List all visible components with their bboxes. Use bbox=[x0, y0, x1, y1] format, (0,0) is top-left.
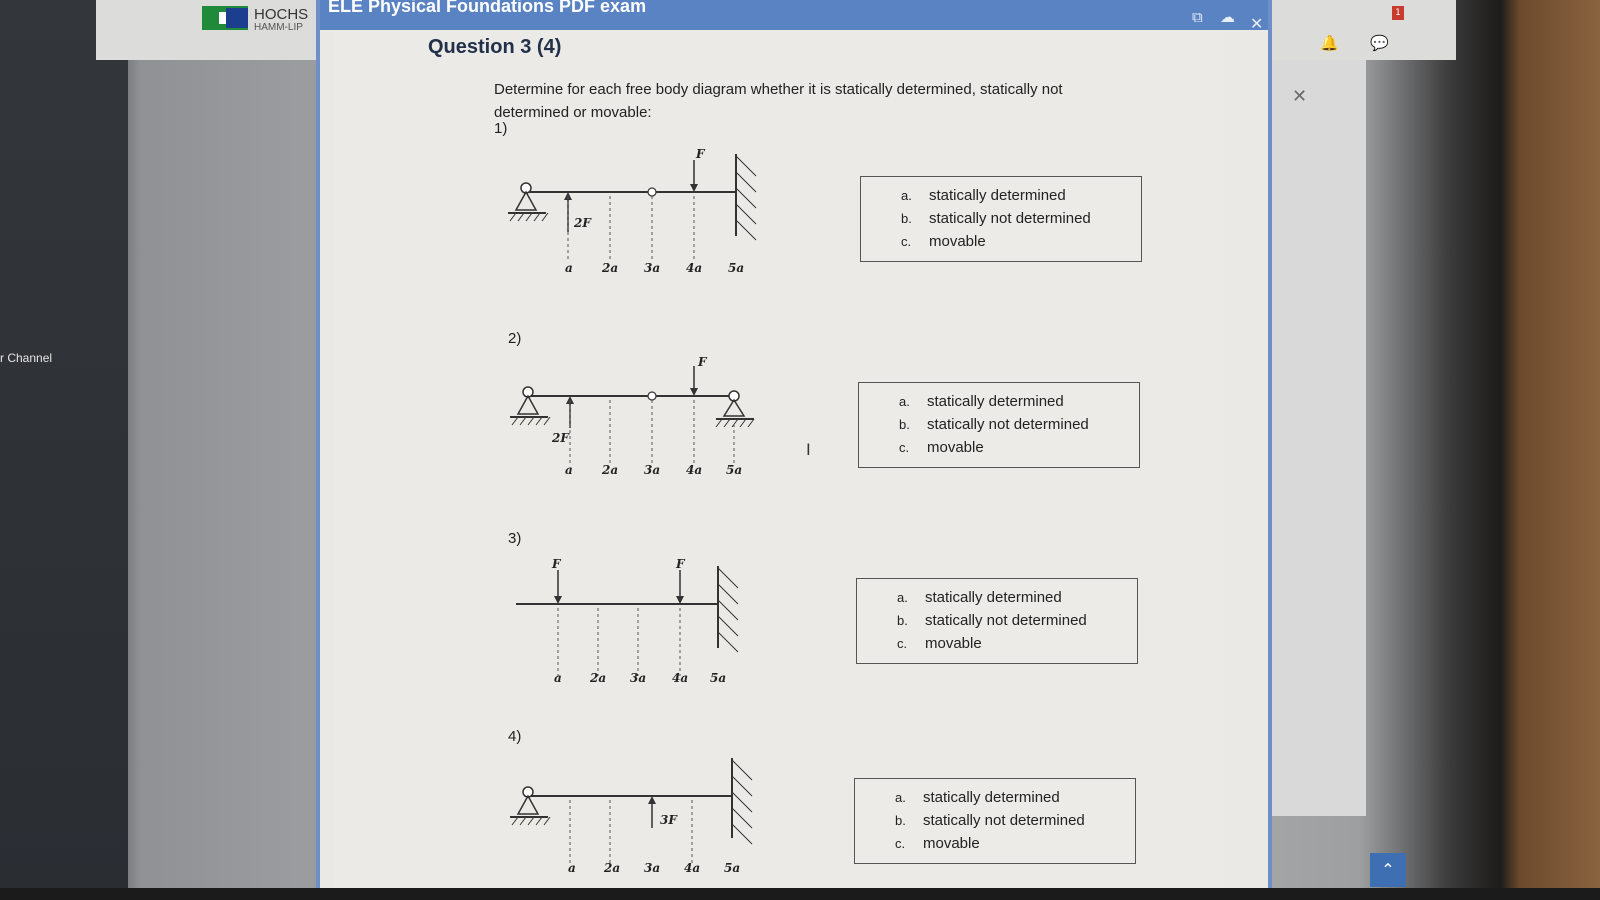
option-b[interactable]: b. statically not determined bbox=[895, 812, 1085, 829]
text-cursor-icon: I bbox=[806, 440, 811, 459]
part-number: 3) bbox=[508, 530, 522, 547]
tick-label: 5a bbox=[726, 463, 743, 477]
left-sidebar bbox=[0, 0, 128, 900]
tick-label: 3a bbox=[644, 861, 661, 875]
modal-header bbox=[320, 0, 1268, 33]
answer-options-1 bbox=[860, 176, 1142, 262]
beam-diagram-3 bbox=[504, 558, 764, 698]
tick-label: 3a bbox=[644, 261, 661, 275]
scroll-to-top-button[interactable]: ⌃ bbox=[1370, 853, 1406, 887]
option-c[interactable]: c. movable bbox=[895, 835, 980, 852]
free-body-diagram-4 bbox=[504, 754, 764, 898]
question-text: Determine for each free body diagram whether it is statically determined, statically not determined or movable: bbox=[494, 81, 1063, 121]
force-label: F bbox=[698, 355, 707, 369]
question-title: Question 3 (4) bbox=[428, 36, 562, 58]
tick-label: 3a bbox=[630, 671, 647, 685]
modal-title: ELE Physical Foundations PDF exam bbox=[328, 0, 647, 16]
tick-label: 5a bbox=[710, 671, 727, 685]
tick-label: 5a bbox=[728, 261, 745, 275]
logo-text: HOCHS bbox=[254, 6, 309, 23]
force-label: F bbox=[696, 147, 705, 161]
pdf-page bbox=[334, 30, 1224, 888]
option-b[interactable]: b. statically not determined bbox=[897, 612, 1087, 629]
free-body-diagram-3 bbox=[504, 558, 764, 702]
force-label: F bbox=[552, 557, 561, 571]
tick-label: 5a bbox=[724, 861, 741, 875]
force-label: 2F bbox=[552, 431, 569, 445]
option-c[interactable]: c. movable bbox=[897, 635, 982, 652]
force-label: 3F bbox=[660, 813, 677, 827]
force-label: 2F bbox=[574, 216, 591, 230]
tick-label: a bbox=[565, 463, 573, 477]
tick-label: a bbox=[568, 861, 576, 875]
answer-options-3 bbox=[856, 578, 1138, 664]
free-body-diagram-1 bbox=[504, 142, 764, 286]
bell-icon[interactable]: 🔔 bbox=[1320, 34, 1339, 52]
notification-badge: 1 bbox=[1392, 6, 1404, 20]
tick-label: 4a bbox=[684, 861, 701, 875]
university-logo[interactable] bbox=[202, 4, 312, 34]
option-b[interactable]: b. statically not determined bbox=[899, 416, 1089, 433]
option-a[interactable]: a. statically determined bbox=[897, 589, 1062, 606]
option-a[interactable]: a. statically determined bbox=[899, 393, 1064, 410]
free-body-diagram-2 bbox=[504, 354, 764, 498]
beam-diagram-1 bbox=[504, 142, 764, 282]
channel-label[interactable]: r Channel bbox=[0, 351, 53, 365]
answer-options-4 bbox=[854, 778, 1136, 864]
tick-label: 2a bbox=[604, 861, 621, 875]
cloud-download-icon[interactable]: ☁ bbox=[1220, 8, 1235, 26]
tick-label: 4a bbox=[686, 261, 703, 275]
tick-label: 4a bbox=[672, 671, 689, 685]
tick-label: 2a bbox=[590, 671, 607, 685]
pdf-viewer-modal bbox=[316, 0, 1272, 888]
part-number: 2) bbox=[508, 330, 522, 347]
option-c[interactable]: c. movable bbox=[899, 439, 984, 456]
answer-options-2 bbox=[858, 382, 1140, 468]
logo-subtext: HAMM-LIP bbox=[254, 22, 303, 33]
beam-diagram-4 bbox=[504, 754, 764, 894]
option-a[interactable]: a. statically determined bbox=[901, 187, 1066, 204]
close-icon[interactable]: ✕ bbox=[1292, 86, 1308, 107]
tick-label: a bbox=[565, 261, 573, 275]
bottom-bar bbox=[0, 888, 1600, 900]
logo-icon bbox=[202, 6, 248, 30]
beam-diagram-2 bbox=[504, 354, 764, 494]
part-number: 4) bbox=[508, 728, 522, 745]
tick-label: 4a bbox=[686, 463, 703, 477]
chat-icon[interactable]: 💬 bbox=[1370, 34, 1389, 52]
option-c[interactable]: c. movable bbox=[901, 233, 986, 250]
force-label: F bbox=[676, 557, 685, 571]
tick-label: 3a bbox=[644, 463, 661, 477]
option-b[interactable]: b. statically not determined bbox=[901, 210, 1091, 227]
tick-label: 2a bbox=[602, 463, 619, 477]
tick-label: a bbox=[554, 671, 562, 685]
option-a[interactable]: a. statically determined bbox=[895, 789, 1060, 806]
part-number: 1) bbox=[494, 120, 508, 137]
tick-label: 2a bbox=[602, 261, 619, 275]
copy-icon[interactable]: ⧉ bbox=[1192, 8, 1203, 26]
close-icon[interactable]: ✕ bbox=[1250, 14, 1264, 33]
